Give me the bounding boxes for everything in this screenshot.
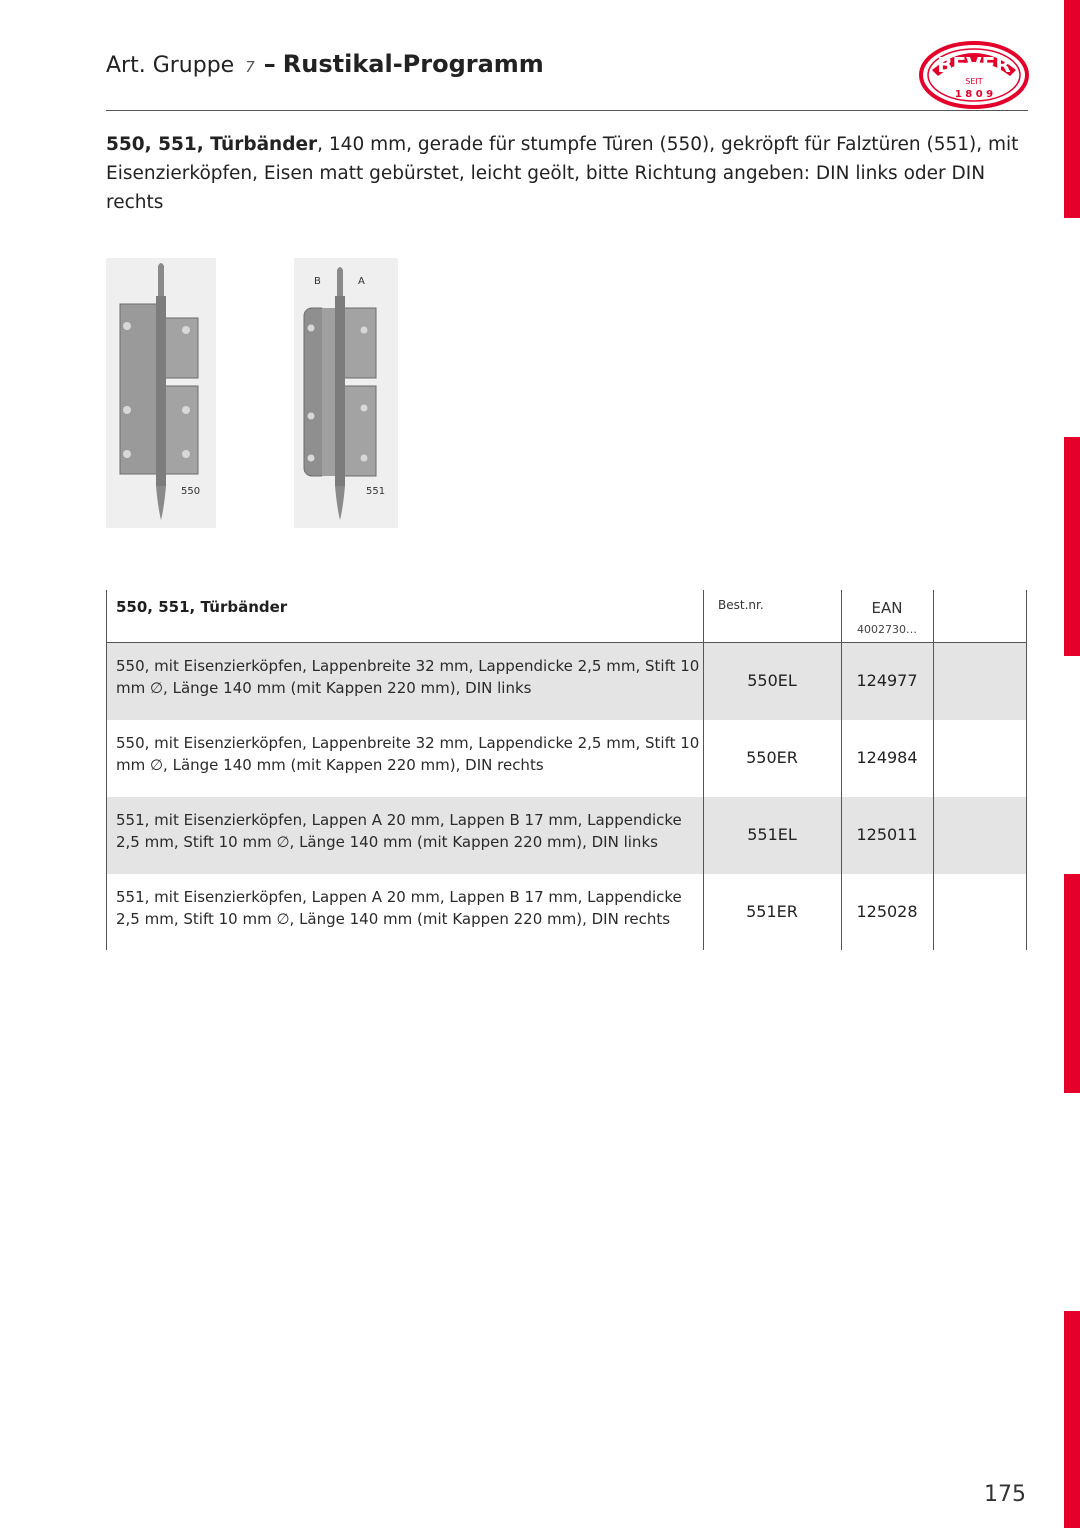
product-table — [106, 590, 1027, 951]
product-image-551 — [294, 258, 398, 528]
row-description: 551, mit Eisenzierköpfen, Lappen A 20 mm, Lappen B 17 mm, Lappendicke 2,5 mm, Stift 10 mm ∅, Länge 140 mm (mit Kappen 220 mm), DIN rechts — [116, 888, 682, 928]
side-tab-3 — [1064, 874, 1080, 1093]
page-number: 175 — [984, 1482, 1026, 1507]
photo-label-550: 550 — [181, 486, 201, 497]
side-tab-1 — [1064, 0, 1080, 218]
photo-mark-b: B — [314, 276, 321, 287]
table-divider-1 — [703, 590, 704, 950]
row-ean: 125028 — [856, 902, 918, 921]
side-tab-4 — [1064, 1311, 1080, 1528]
photo-label-551: 551 — [366, 486, 386, 497]
table-divider-3 — [933, 590, 934, 950]
row-order-number: 550ER — [746, 748, 798, 767]
side-tab-2 — [1064, 437, 1080, 656]
table-row — [106, 643, 1027, 720]
intro-text: , 140 mm, gerade für stumpfe Türen (550), gekröpft für Falztüren (551), mit Eisenzierköpfen, Eisen matt gebürstet, leicht geölt, bitte Richtung angeben: DIN links oder DIN rechts — [106, 134, 1019, 213]
row-description: 550, mit Eisenzierköpfen, Lappenbreite 32 mm, Lappendicke 2,5 mm, Stift 10 mm ∅, Länge 140 mm (mit Kappen 220 mm), DIN links — [116, 657, 700, 697]
intro-title: 550, 551, Türbänder — [106, 134, 318, 155]
page-header — [106, 50, 544, 78]
table-header — [106, 590, 1027, 643]
table-border-right — [1026, 590, 1027, 950]
column-header-order-number: Best.nr. — [718, 598, 764, 612]
row-ean: 124984 — [856, 748, 918, 767]
table-border-left — [106, 590, 107, 950]
column-header-ean: EAN — [871, 599, 903, 617]
logo-brand-text: BEVER — [937, 53, 1011, 77]
table-title: 550, 551, Türbänder — [116, 598, 288, 616]
bever-logo — [918, 40, 1030, 110]
row-order-number: 551ER — [746, 902, 798, 921]
product-intro — [106, 130, 1028, 217]
table-row — [106, 720, 1027, 797]
program-name: Rustikal-Programm — [282, 50, 544, 78]
group-number: 7 — [245, 58, 255, 76]
header-divider — [106, 110, 1028, 111]
row-order-number: 550EL — [747, 671, 797, 690]
logo-seit-text: SEIT — [965, 77, 983, 86]
row-ean: 124977 — [856, 671, 918, 690]
row-description: 550, mit Eisenzierköpfen, Lappenbreite 32 mm, Lappendicke 2,5 mm, Stift 10 mm ∅, Länge 140 mm (mit Kappen 220 mm), DIN rechts — [116, 734, 700, 774]
row-description: 551, mit Eisenzierköpfen, Lappen A 20 mm, Lappen B 17 mm, Lappendicke 2,5 mm, Stift 10 mm ∅, Länge 140 mm (mit Kappen 220 mm), DIN links — [116, 811, 682, 851]
logo-year-text: 1 8 0 9 — [954, 89, 994, 100]
photo-mark-a: A — [358, 276, 365, 287]
row-ean: 125011 — [856, 825, 918, 844]
header-prefix: Art. Gruppe — [106, 53, 235, 78]
product-image-550 — [106, 258, 216, 528]
row-order-number: 551EL — [747, 825, 797, 844]
header-dash: – — [263, 50, 276, 78]
table-row — [106, 874, 1027, 951]
table-row — [106, 797, 1027, 874]
ean-prefix: 4002730… — [857, 623, 917, 636]
table-divider-2 — [841, 590, 842, 950]
